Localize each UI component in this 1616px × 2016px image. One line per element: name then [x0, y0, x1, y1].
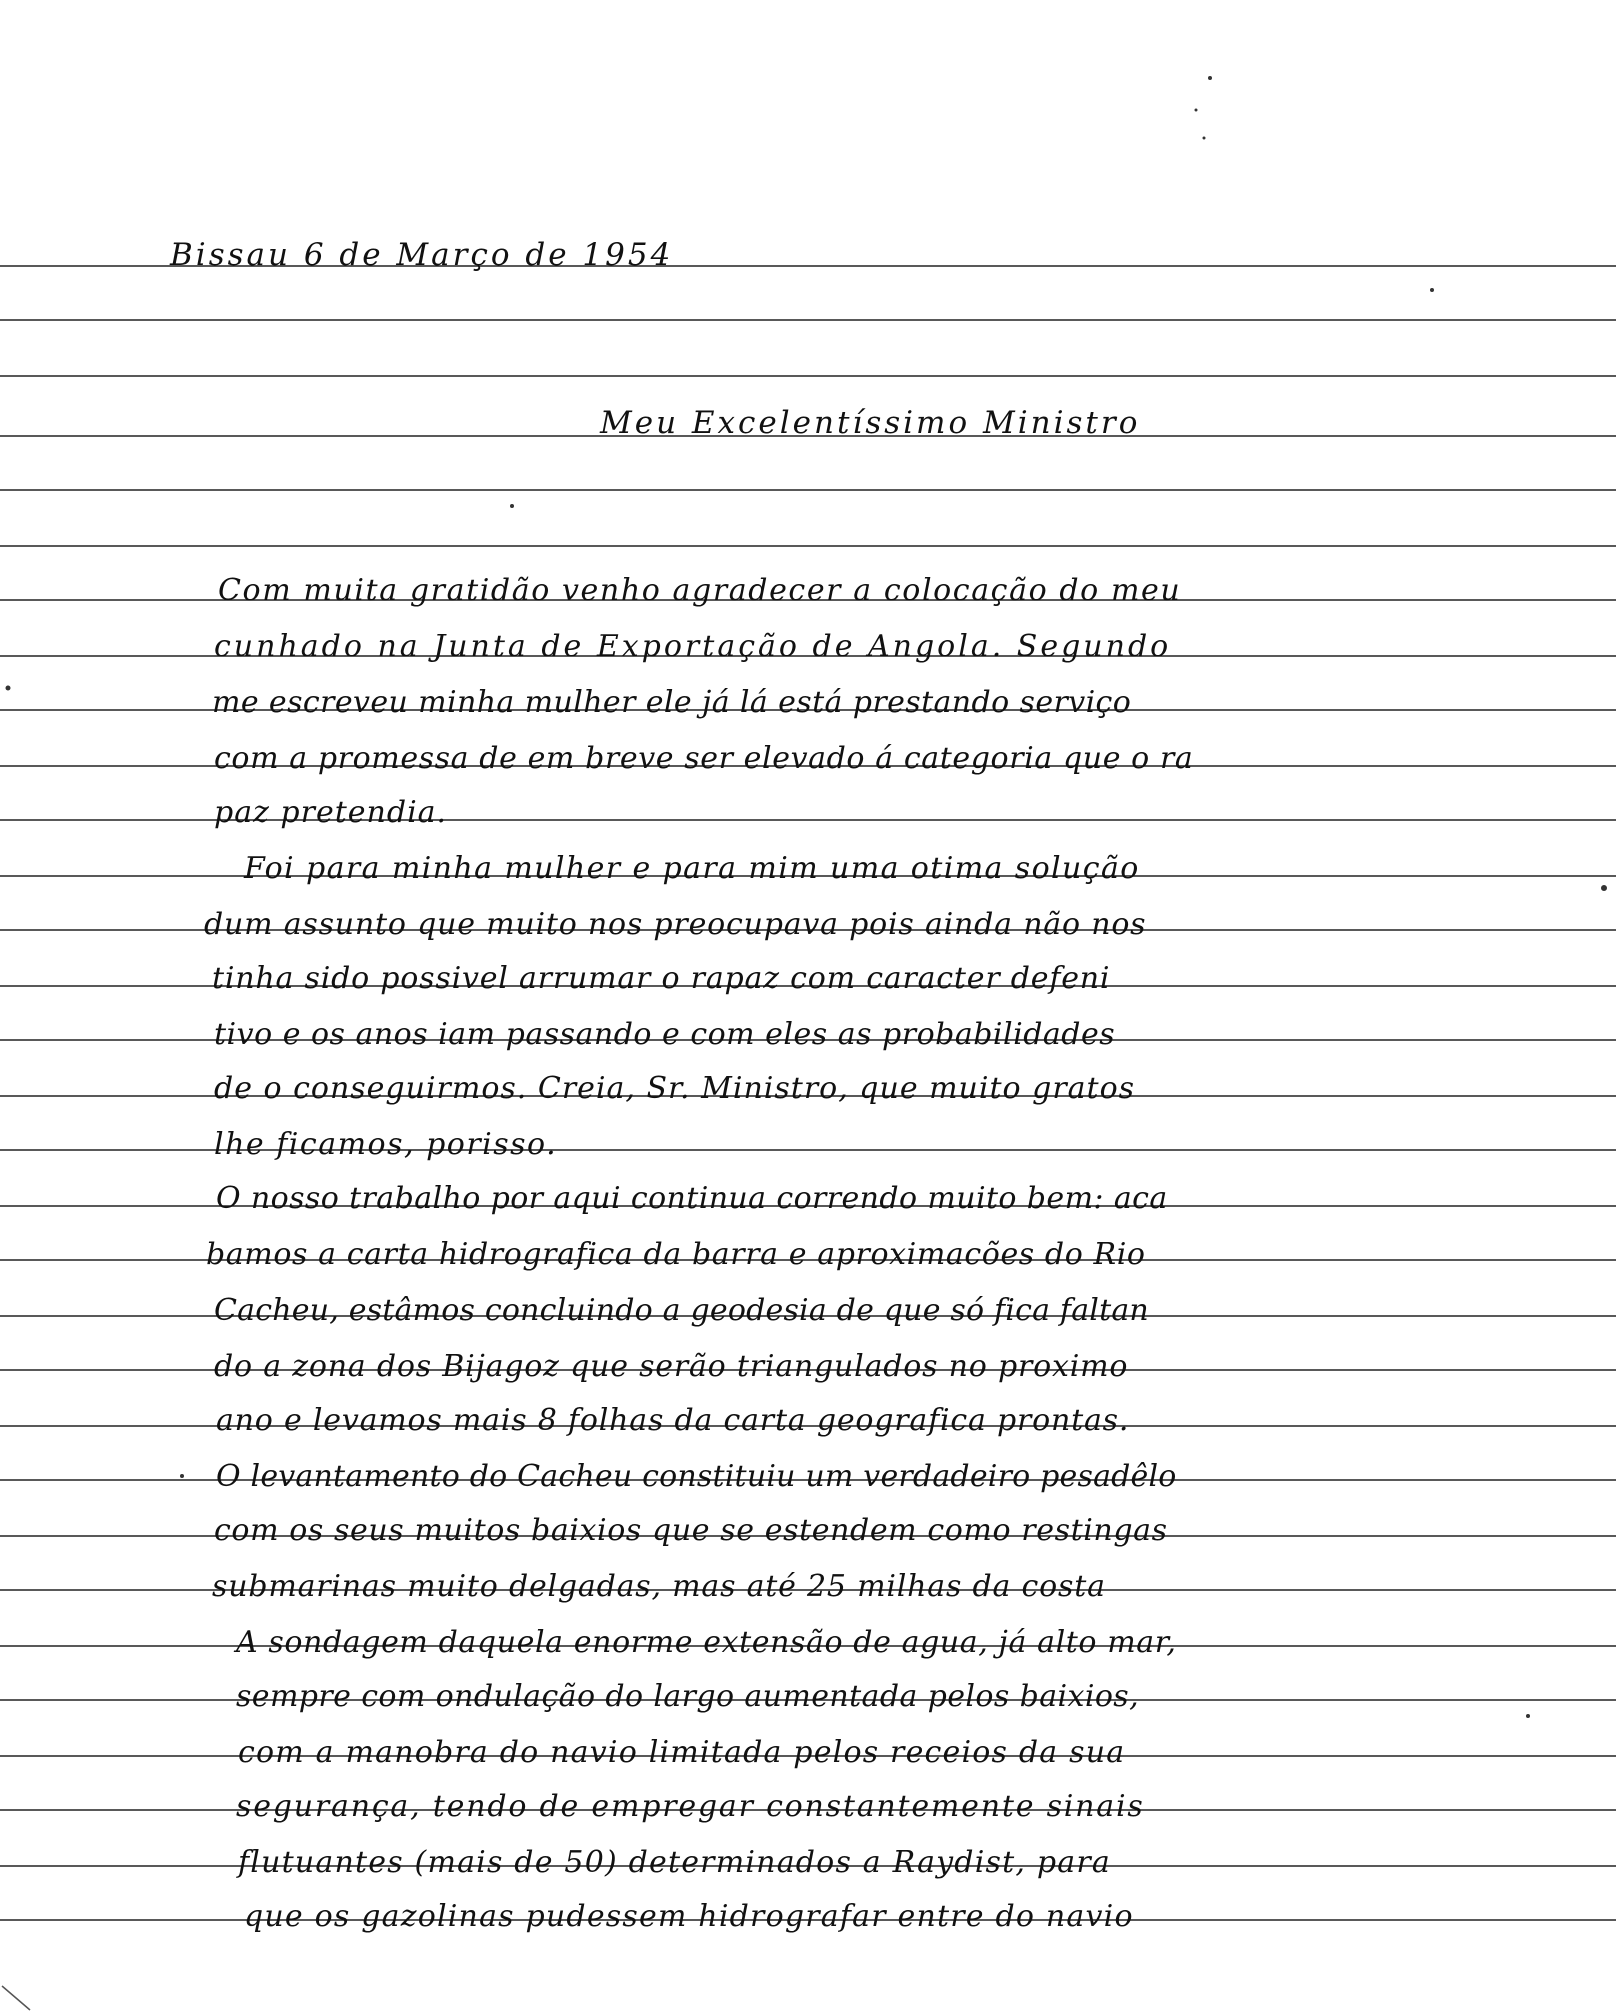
letter-salutation: Meu Excelentíssimo Ministro — [600, 405, 1141, 441]
letter-line: com os seus muitos baixios que se estendem como restingas — [214, 1513, 1168, 1548]
letter-line: que os gazolinas pudessem hidrografar entre do navio — [244, 1899, 1134, 1934]
letter-line: A sondagem daquela enorme extensão de agua, já alto mar, — [236, 1625, 1177, 1660]
letter-date: Bissau 6 de Março de 1954 — [170, 237, 674, 273]
letter-line: Com muita gratidão venho agradecer a colocação do meu — [218, 573, 1182, 608]
letter-line: me escreveu minha mulher ele já lá está prestando serviço — [212, 685, 1132, 720]
letter-line: cunhado na Junta de Exportação de Angola. Segundo — [214, 629, 1172, 664]
letter-line: submarinas muito delgadas, mas até 25 milhas da costa — [212, 1569, 1106, 1604]
letter-line: bamos a carta hidrografica da barra e aproximacões do Rio — [206, 1237, 1146, 1272]
letter-line: Foi para minha mulher e para mim uma otima solução — [244, 851, 1140, 886]
letter-line: paz pretendia. — [214, 795, 448, 830]
letter-line: segurança, tendo de empregar constantemente sinais — [236, 1789, 1145, 1824]
letter-line: tivo e os anos iam passando e com eles as probabilidades — [214, 1017, 1116, 1052]
letter-line: com a manobra do navio limitada pelos receios da sua — [238, 1735, 1126, 1770]
letter-line: O nosso trabalho por aqui continua correndo muito bem: aca — [216, 1181, 1168, 1216]
letter-line: de o conseguirmos. Creia, Sr. Ministro, que muito gratos — [214, 1071, 1136, 1106]
letter-line: lhe ficamos, porisso. — [214, 1127, 558, 1162]
letter-line: Cacheu, estâmos concluindo a geodesia de que só fica faltan — [214, 1293, 1149, 1328]
letter-line: ano e levamos mais 8 folhas da carta geografica prontas. — [216, 1403, 1130, 1438]
letter-line: do a zona dos Bijagoz que serão triangulados no proximo — [214, 1349, 1129, 1384]
letter-line: dum assunto que muito nos preocupava pois ainda não nos — [204, 907, 1147, 942]
letter-line: sempre com ondulação do largo aumentada pelos baixios, — [236, 1679, 1140, 1714]
letter-line: O levantamento do Cacheu constituiu um verdadeiro pesadêlo — [216, 1459, 1177, 1494]
letter-line: com a promessa de em breve ser elevado á categoria que o ra — [214, 741, 1194, 776]
letter-line: tinha sido possivel arrumar o rapaz com caracter defeni — [212, 961, 1111, 996]
letter-line: flutuantes (mais de 50) determinados a Raydist, para — [238, 1845, 1111, 1880]
